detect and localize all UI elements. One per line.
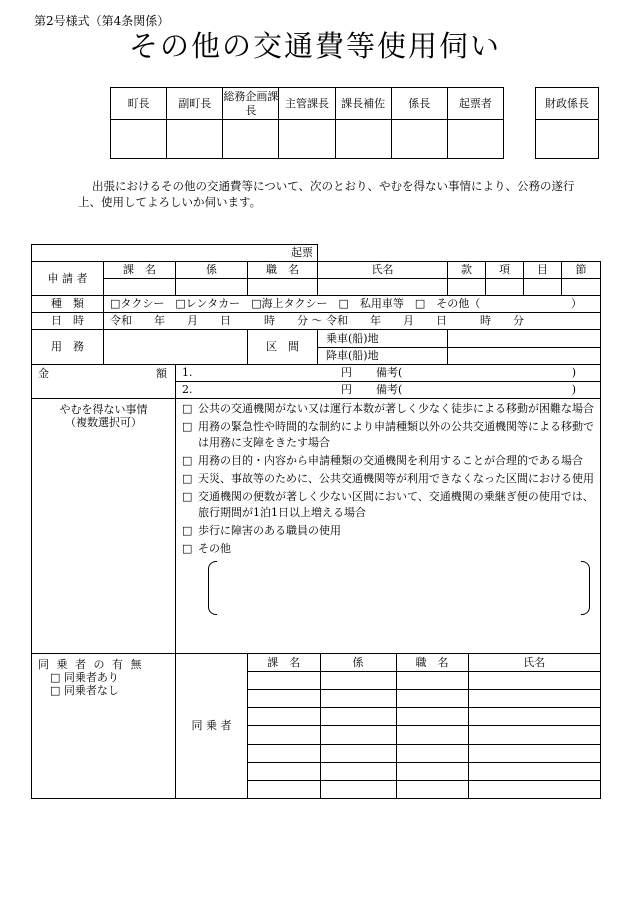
amount-label: 金 額 [32,365,176,399]
col-header: 課 名 [104,262,176,279]
approval-header: 起票者 [447,88,503,120]
application-form [31,244,601,799]
stamp-cell[interactable] [536,120,599,159]
passenger-cell[interactable] [248,780,320,798]
passenger-no-option[interactable]: □ 同乗者なし [50,684,119,698]
checkbox[interactable]: □ [182,420,193,433]
stamp-cell[interactable] [279,120,335,159]
passenger-row [248,726,600,744]
reason-item[interactable]: □ 天災、事故等のために、公共交通機関等が利用できなくなった区間における使用 [182,472,594,485]
approval-header: 係長 [391,88,447,120]
passenger-cell[interactable] [468,762,600,780]
stamp-cell[interactable] [223,120,279,159]
col-header: 款 [448,262,486,279]
passenger-cell[interactable] [320,780,396,798]
col-header: 項 [486,262,524,279]
purpose-label: 用 務 [32,330,104,365]
checkbox[interactable]: □ [182,524,193,537]
passenger-cell[interactable] [468,690,600,708]
applicant-cell[interactable] [562,279,601,296]
approval-stamp-table [110,87,504,159]
passenger-cell[interactable] [320,672,396,690]
reason-item[interactable]: □ 公共の交通機関がない又は運行本数が著しく少なく徒歩による移動が困難な場合 [182,402,594,415]
applicant-cell[interactable] [486,279,524,296]
reason-item[interactable]: □ 用務の緊急性や時間的な制約により申請種類以外の公共交通機関等による移動では用務に支障をきたす場合 [182,420,594,449]
approval-header: 副町長 [167,88,223,120]
amount-row-2[interactable]: 2. 円 備考( ) [176,382,601,399]
checkbox[interactable]: □ [182,542,193,555]
checkbox[interactable]: □ [182,472,193,485]
passenger-label: 同 乗 者 [176,654,248,799]
approval-header: 総務企画課長 [223,88,279,120]
col-header: 課 名 [248,654,320,672]
reason-item[interactable]: □ 歩行に障害のある職員の使用 [182,524,341,537]
boarding-field[interactable] [448,330,601,348]
reason-label: やむを得ない事情 （複数選択可） [32,399,176,654]
amount-row-1[interactable]: 1. 円 備考( ) [176,365,601,382]
passenger-cell[interactable] [248,762,320,780]
stamp-cell[interactable] [111,120,167,159]
alighting-label: 降車(船)地 [318,347,448,365]
page-title: その他の交通費等使用伺い [128,29,501,63]
purpose-field[interactable] [104,330,248,365]
reason-item[interactable]: □ 用務の目的・内容から申請種類の交通機関を利用することが合理的である場合 [182,454,583,467]
passenger-yes-option[interactable]: □ 同乗者あり [50,671,119,685]
type-label: 種 類 [32,296,104,313]
reason-item[interactable]: □ 交通機関の便数が著しく少ない区間において、交通機関の乗継ぎ便の使用では、旅行期間が1泊1日以上増える場合 [182,490,594,519]
passenger-row [248,672,600,690]
passenger-cell[interactable] [320,690,396,708]
passenger-cell[interactable] [320,726,396,744]
passenger-cell[interactable] [396,672,468,690]
intro-text: 出張におけるその他の交通費等について、次のとおり、やむを得ない事情により、公務の遂行 上、使用してよろしいか伺います。 [78,179,575,209]
applicant-cell[interactable] [104,279,176,296]
col-header: 節 [562,262,601,279]
passenger-table [248,654,600,798]
passenger-cell[interactable] [396,708,468,726]
passenger-cell[interactable] [320,708,396,726]
reason-list [176,399,601,654]
form-number: 第2号様式（第4条関係） [34,14,170,28]
applicant-cell[interactable] [524,279,562,296]
passenger-row [248,780,600,798]
passenger-cell[interactable] [320,762,396,780]
kihyo-label: 起票 [32,245,318,262]
passenger-cell[interactable] [248,726,320,744]
passenger-row [248,708,600,726]
checkbox[interactable]: □ [182,454,193,467]
passenger-cell[interactable] [248,672,320,690]
section-label: 区 間 [248,330,318,365]
blank [318,245,601,262]
passenger-cell[interactable] [320,744,396,762]
passenger-table-cell [248,654,601,799]
alighting-field[interactable] [448,347,601,365]
datetime-value[interactable]: 令和 年 月 日 時 分 ～ 令和 年 月 日 時 分 [104,313,601,330]
passenger-cell[interactable] [248,708,320,726]
applicant-cell[interactable] [248,279,318,296]
col-header: 職 名 [396,654,468,672]
other-reason-field[interactable] [208,561,590,615]
applicant-cell[interactable] [448,279,486,296]
reason-item[interactable]: □ その他 [182,542,231,555]
passenger-cell[interactable] [396,762,468,780]
passenger-cell[interactable] [396,744,468,762]
stamp-cell[interactable] [391,120,447,159]
passenger-cell[interactable] [396,690,468,708]
passenger-row [248,690,600,708]
finance-stamp-table [535,87,599,159]
passenger-cell[interactable] [396,726,468,744]
approval-header: 財政係長 [536,88,599,120]
approval-header: 課長補佐 [335,88,391,120]
passenger-cell[interactable] [248,690,320,708]
approval-header: 町長 [111,88,167,120]
col-header: 氏名 [318,262,448,279]
checkbox[interactable]: □ [182,402,193,415]
passenger-cell[interactable] [248,744,320,762]
col-header: 係 [176,262,248,279]
passenger-cell[interactable] [468,672,600,690]
col-header: 氏名 [468,654,600,672]
applicant-cell[interactable] [318,279,448,296]
passenger-row [248,762,600,780]
datetime-label: 日 時 [32,313,104,330]
approval-header: 主管課長 [279,88,335,120]
col-header: 係 [320,654,396,672]
passenger-cell[interactable] [468,744,600,762]
applicant-label: 申 請 者 [32,262,104,296]
passenger-cell[interactable] [468,708,600,726]
applicant-cell[interactable] [176,279,248,296]
stamp-cell[interactable] [447,120,503,159]
col-header: 職 名 [248,262,318,279]
passenger-presence: 同 乗 者 の 有 無 □ 同乗者あり □ 同乗者なし [32,654,176,799]
col-header: 目 [524,262,562,279]
type-options[interactable]: □タクシー □レンタカー □海上タクシー □ 私用車等 □ その他（ ） [104,296,601,313]
boarding-label: 乗車(船)地 [318,330,448,348]
stamp-cell[interactable] [335,120,391,159]
passenger-cell[interactable] [396,780,468,798]
stamp-cell[interactable] [167,120,223,159]
passenger-row [248,744,600,762]
passenger-cell[interactable] [468,726,600,744]
checkbox[interactable]: □ [182,490,193,503]
passenger-cell[interactable] [468,780,600,798]
